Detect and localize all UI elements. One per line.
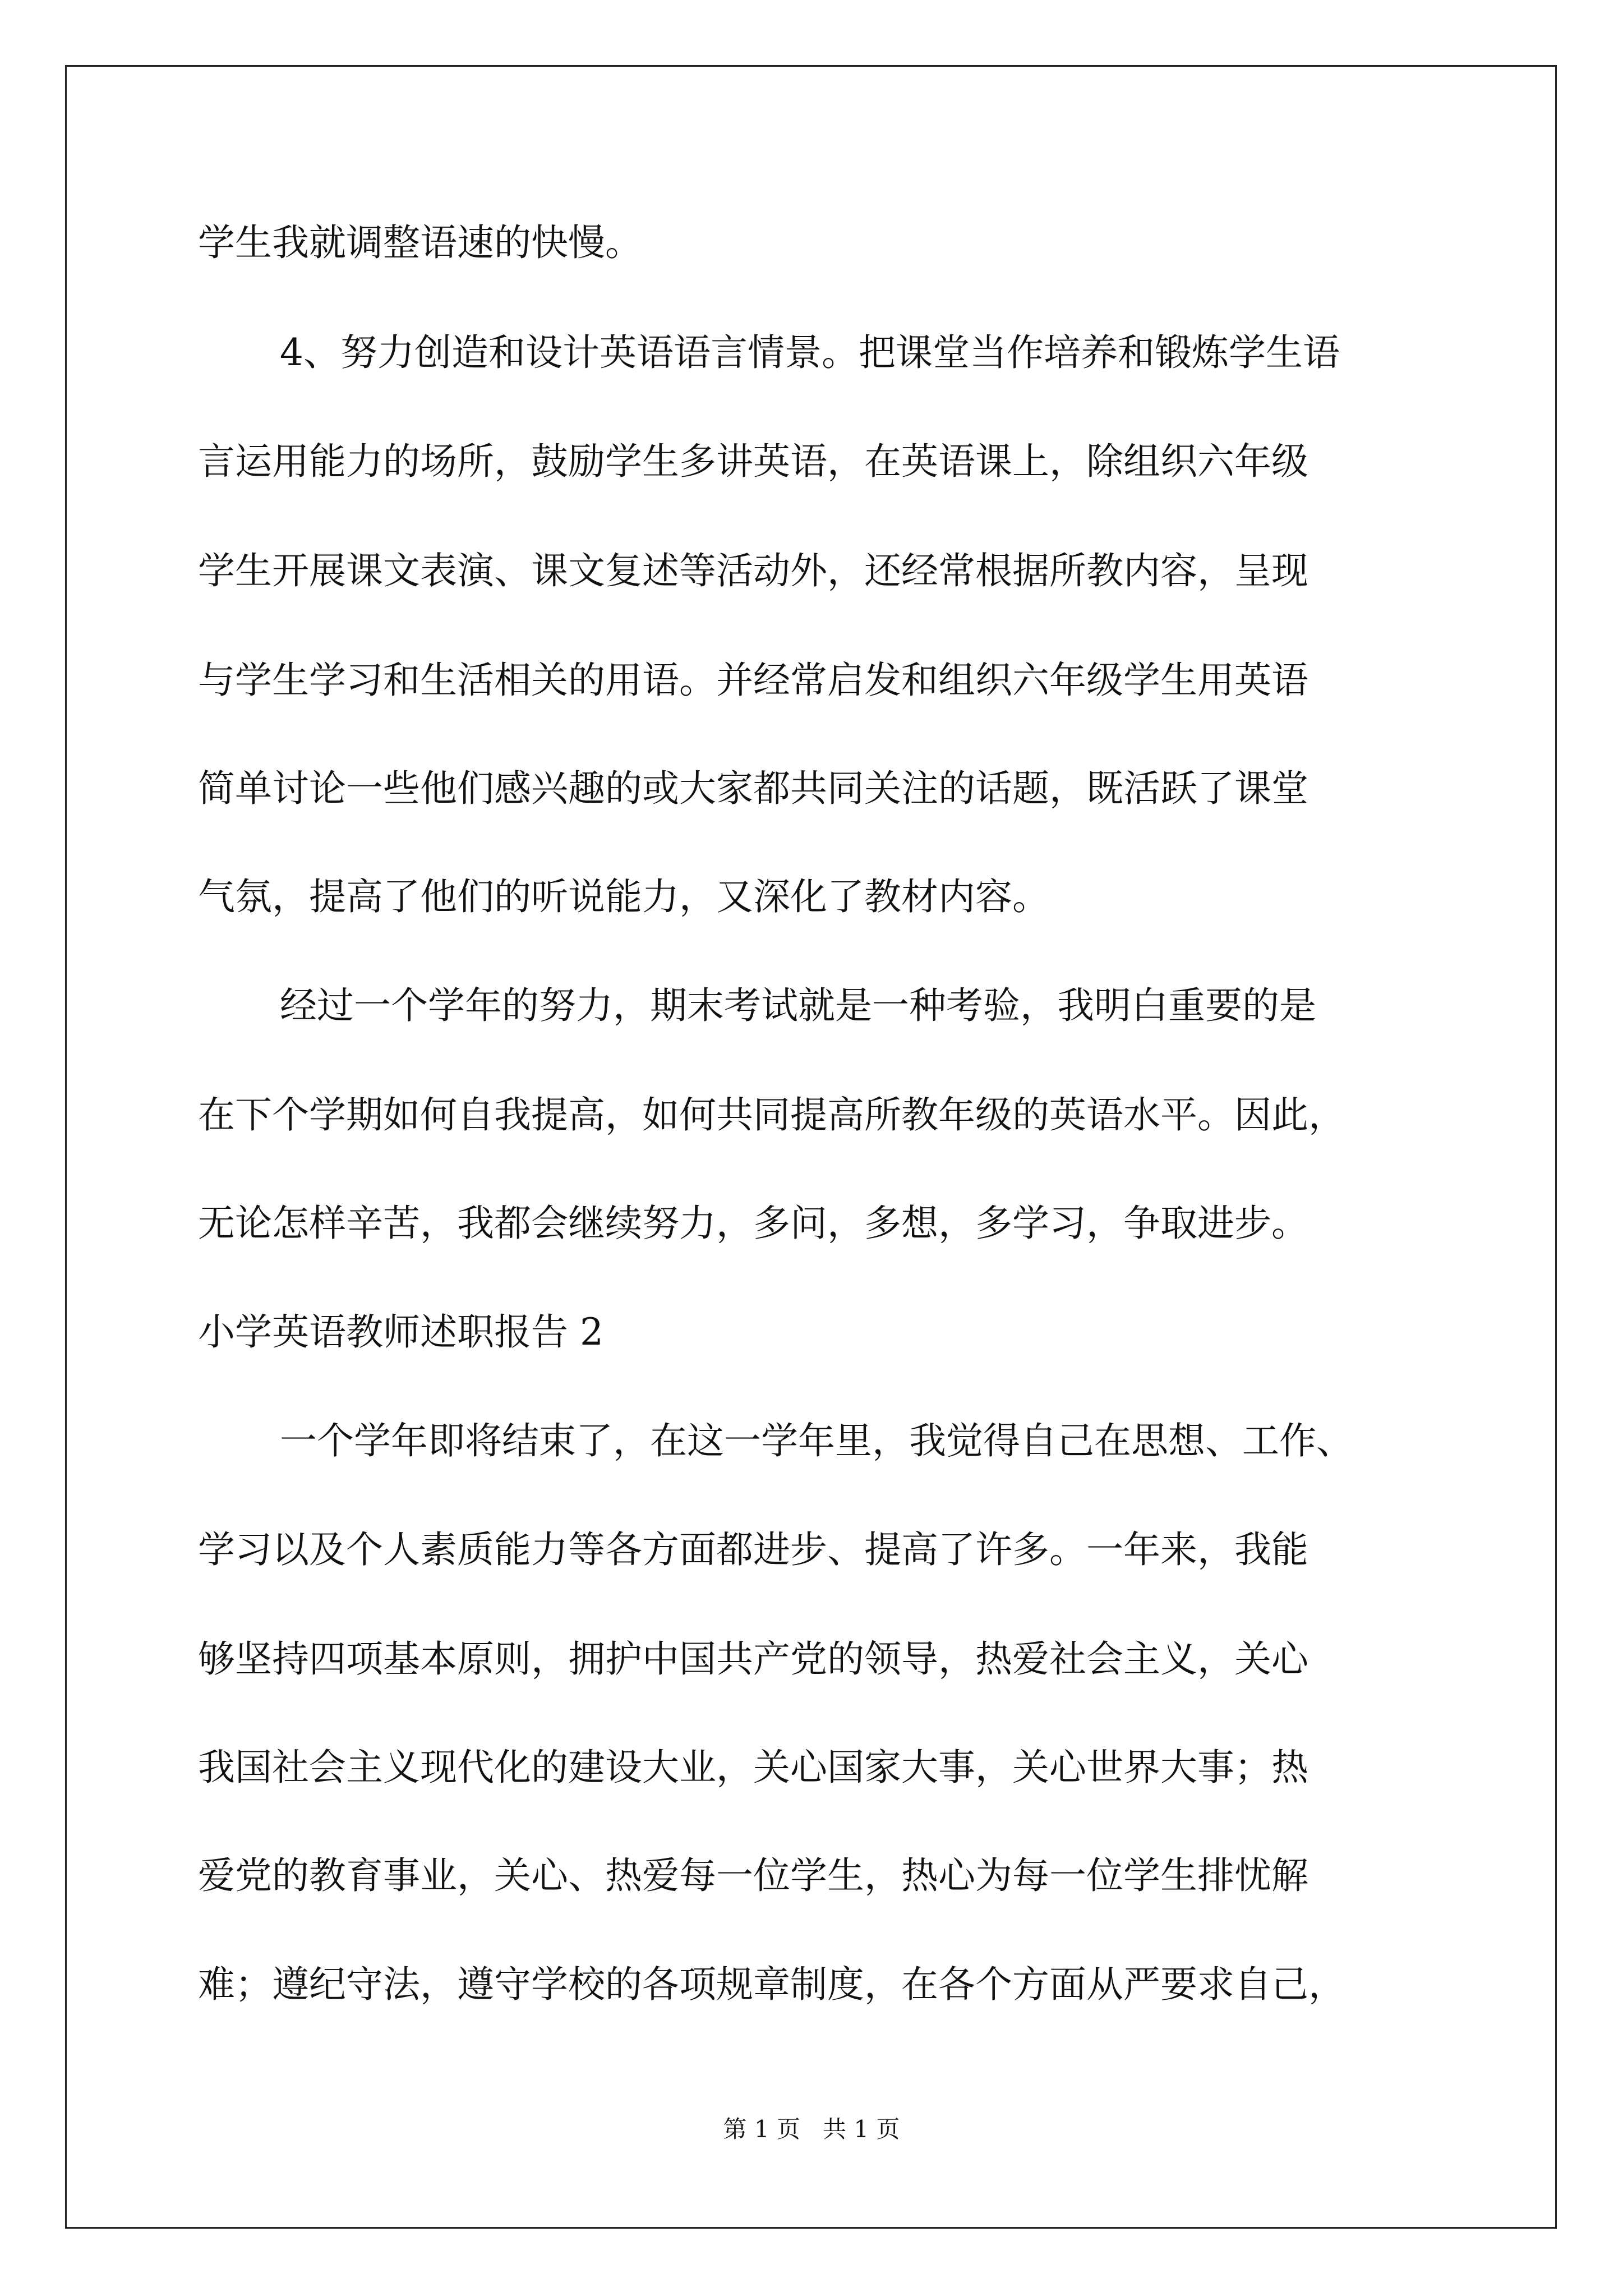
text-line: 学生我就调整语速的快慢。 bbox=[198, 221, 642, 264]
text-line: 我国社会主义现代化的建设大业，关心国家大事，关心世界大事；热 bbox=[198, 1746, 1308, 1789]
text-line: 学生开展课文表演、课文复述等活动外，还经常根据所教内容，呈现 bbox=[198, 549, 1308, 592]
text-line: 气氛，提高了他们的听说能力，又深化了教材内容。 bbox=[198, 875, 1049, 918]
text-line: 简单讨论一些他们感兴趣的或大家都共同关注的话题，既活跃了课堂 bbox=[198, 767, 1308, 810]
text-line: 爱党的教育事业，关心、热爱每一位学生，热心为每一位学生排忧解 bbox=[198, 1854, 1308, 1897]
text-line: 一个学年即将结束了，在这一学年里，我觉得自己在思想、工作、 bbox=[280, 1419, 1353, 1462]
text-line: 4、努力创造和设计英语语言情景。把课堂当作培养和锻炼学生语 bbox=[280, 331, 1340, 374]
section-heading: 小学英语教师述职报告 2 bbox=[198, 1310, 603, 1354]
text-line: 够坚持四项基本原则，拥护中国共产党的领导，热爱社会主义，关心 bbox=[198, 1637, 1308, 1681]
text-line: 与学生学习和生活相关的用语。并经常启发和组织六年级学生用英语 bbox=[198, 659, 1308, 702]
text-line: 言运用能力的场所，鼓励学生多讲英语，在英语课上，除组织六年级 bbox=[198, 440, 1308, 483]
text-line: 在下个学期如何自我提高，如何共同提高所教年级的英语水平。因此， bbox=[198, 1093, 1345, 1137]
text-line: 经过一个学年的努力，期末考试就是一种考验，我明白重要的是 bbox=[280, 984, 1316, 1027]
page-border bbox=[65, 65, 1557, 2229]
text-line: 难；遵纪守法，遵守学校的各项规章制度，在各个方面从严要求自己， bbox=[198, 1963, 1345, 2006]
page-number: 第 1 页 共 1 页 bbox=[723, 2115, 900, 2143]
text-line: 学习以及个人素质能力等各方面都进步、提高了许多。一年来，我能 bbox=[198, 1528, 1308, 1571]
text-line: 无论怎样辛苦，我都会继续努力，多问，多想，多学习，争取进步。 bbox=[198, 1202, 1308, 1245]
